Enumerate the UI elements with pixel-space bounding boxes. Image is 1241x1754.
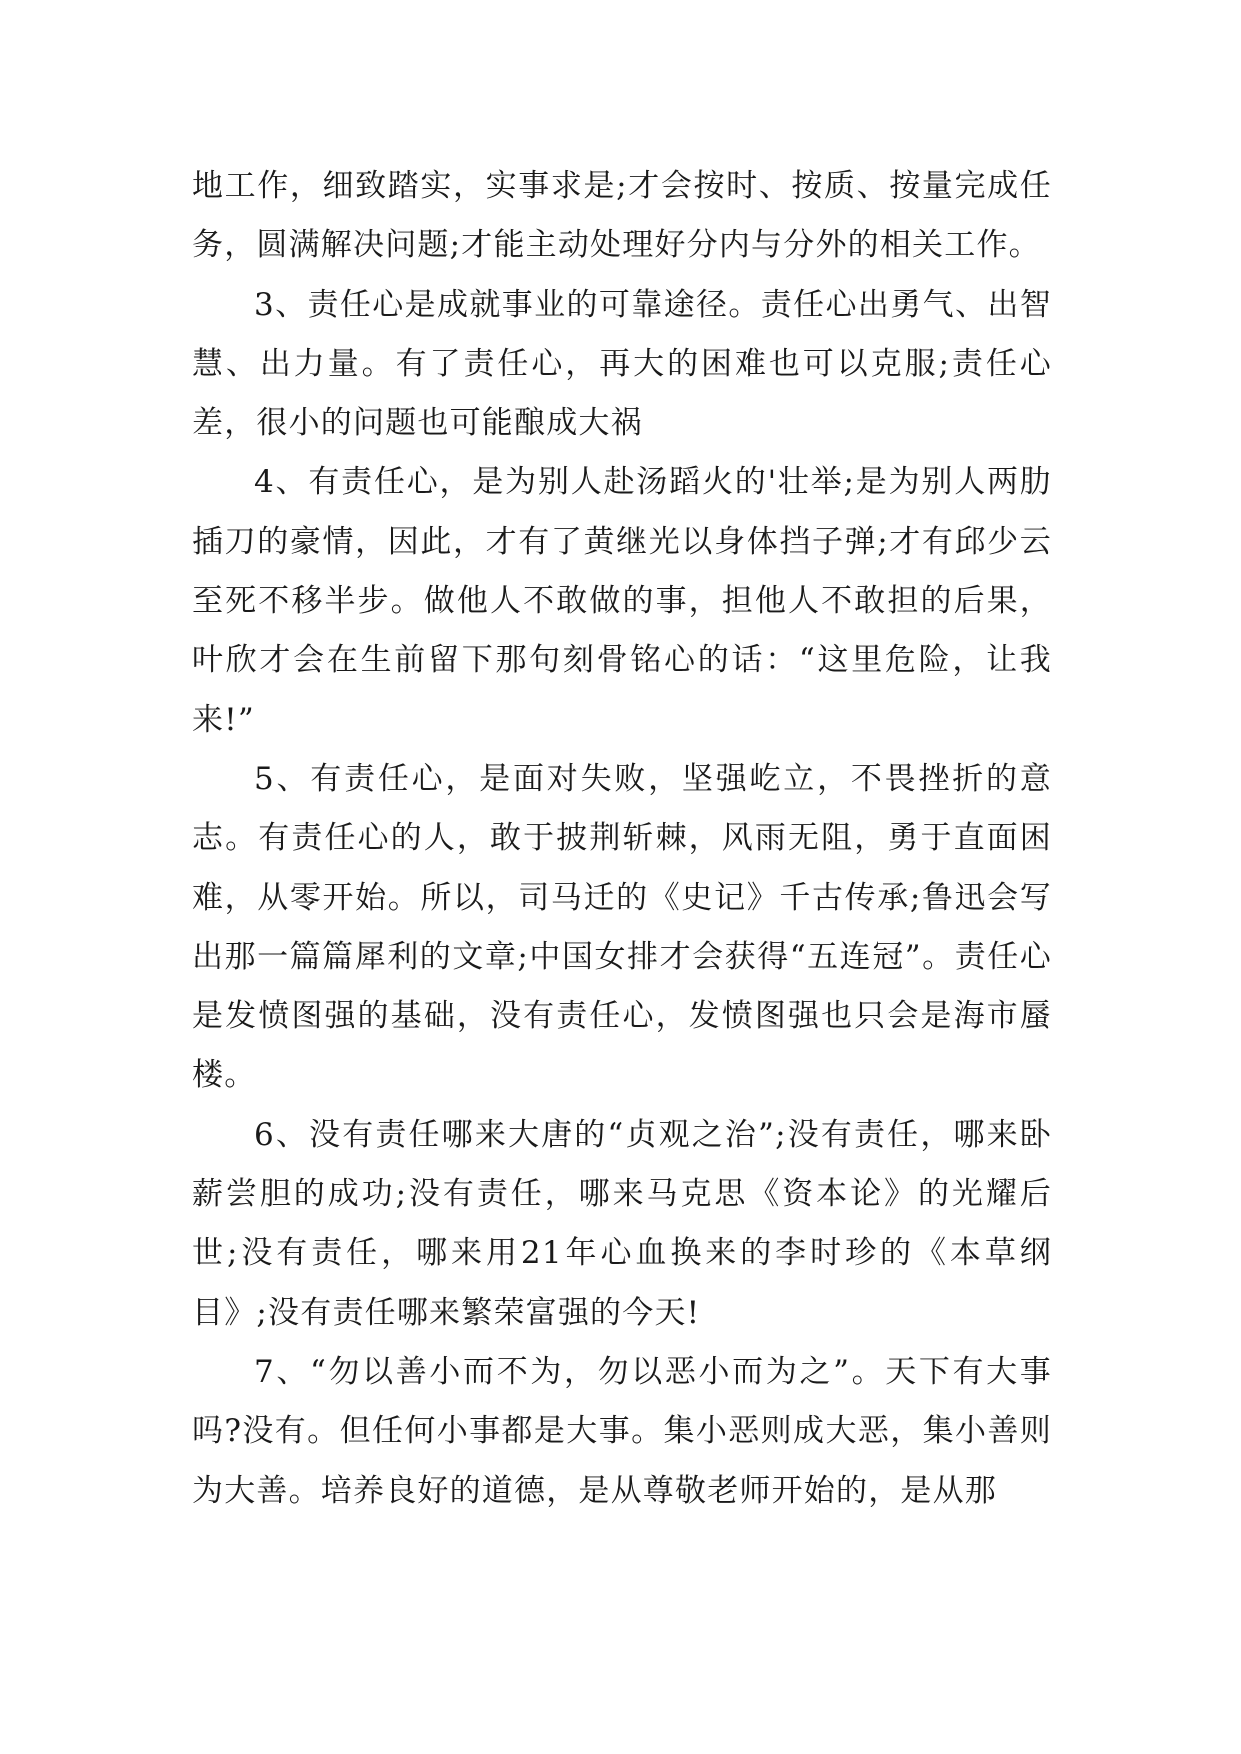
paragraph-6: 6、没有责任哪来大唐的“贞观之治”;没有责任，哪来卧薪尝胆的成功;没有责任，哪来马克思《资本论》的光耀后世;没有责任，哪来用21年心血换来的李时珍的《本草纲目》;没有责任哪来繁荣富强的今天! xyxy=(192,1116,1052,1331)
paragraph-continuation: 地工作，细致踏实，实事求是;才会按时、按质、按量完成任务，圆满解决问题;才能主动处理好分内与分外的相关工作。 xyxy=(192,168,1052,264)
paragraph-3: 3、责任心是成就事业的可靠途径。责任心出勇气、出智慧、出力量。有了责任心，再大的困难也可以克服;责任心差，很小的问题也可能酿成大祸 xyxy=(192,286,1052,442)
paragraph-4: 4、有责任心，是为别人赴汤蹈火的'壮举;是为别人两肋插刀的豪情，因此，才有了黄继光以身体挡子弹;才有邱少云至死不移半步。做他人不敢做的事，担他人不敢担的后果，叶欣才会在生前留下那句刻骨铭心的话：“这里危险，让我来!” xyxy=(192,464,1052,738)
document-body xyxy=(192,157,1052,1521)
paragraph-5: 5、有责任心，是面对失败，坚强屹立，不畏挫折的意志。有责任心的人，敢于披荆斩棘，风雨无阻，勇于直面困难，从零开始。所以，司马迁的《史记》千古传承;鲁迅会写出那一篇篇犀利的文章;中国女排才会获得“五连冠”。责任心是发愤图强的基础，没有责任心，发愤图强也只会是海市蜃楼。 xyxy=(192,760,1052,1094)
paragraph-7: 7、“勿以善小而不为，勿以恶小而为之”。天下有大事吗?没有。但任何小事都是大事。集小恶则成大恶，集小善则为大善。培养良好的道德，是从尊敬老师开始的，是从那 xyxy=(192,1353,1052,1509)
